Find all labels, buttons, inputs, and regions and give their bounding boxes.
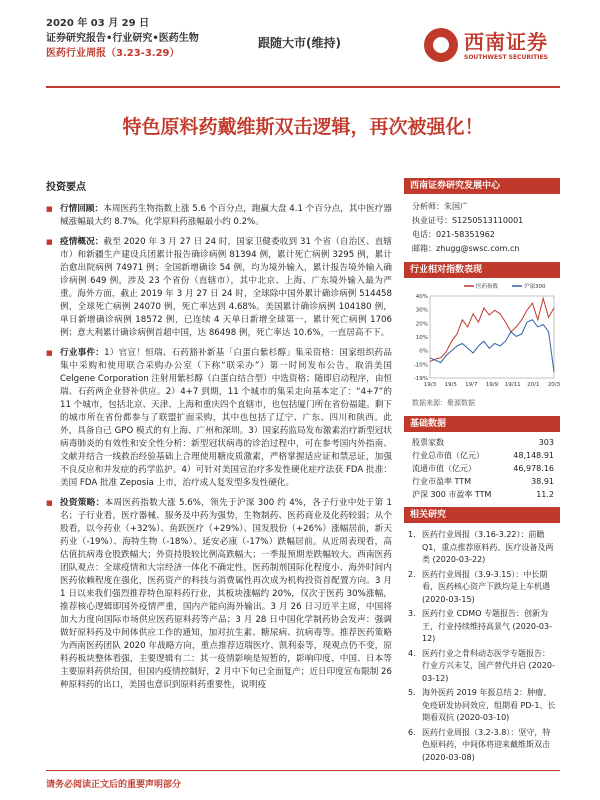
x-tick-label: 19/7	[465, 382, 478, 388]
plot-frame	[430, 296, 554, 378]
series-line-hs300	[430, 320, 554, 372]
report-category: 证券研究报告•行业研究•医药生物	[46, 33, 199, 44]
basics-row: 股票家数 303	[412, 438, 554, 447]
series-line-medicine	[430, 298, 554, 361]
logo-text-cn: 西南证券	[464, 30, 548, 54]
basics-row: 流通市值（亿元） 46,978.16	[412, 464, 554, 473]
bullet-epidemic: ■ 疫情概况：截至 2020 年 3 月 27 日 24 时，国家卫健委收到 31 个省（自治区、直辖市）和新疆生产建设兵团累计报告确诊病例 81394 例，累计死亡病例 3295 例，累计治愈出院病例 74971 例；全国新增确诊 54 例，均为境外输入，累计报告境外输入确诊病例 649 例，涉及 23 个省份（直辖市），其中北京、上海、广东境外输入最为严重。海外方面，截止 2019 年 3 月 27 日 24 时，全球除中国外累计确诊病例 514458 例，全球死亡病例 24070 例，死亡率达到 4.68%。美国累计确诊病例 104180 例，单日新增确诊病例 18572 例，已连续 4 天单日新增全球第一，累计死亡病例 1706 例；意大利累计确诊病例首超中国，达 86498 例，死亡率达 10.6%，一直居高不下。	[46, 236, 392, 340]
basics-row: 沪深 300 市盈率 TTM 11.2	[412, 490, 554, 499]
report-weekly: 医药行业周报（3.23-3.29）	[46, 48, 180, 59]
bullet-market-review: ■ 行情回顾：本周医药生物指数上涨 5.6 个百分点，跑赢大盘 4.1 个百分点，其中医疗器械涨幅最大约 8.7%。化学原料药涨幅最小约 0.2%。	[46, 203, 392, 229]
perf-chart-svg	[404, 278, 560, 396]
basics-table	[404, 432, 560, 507]
x-tick-label: 19/5	[444, 382, 457, 388]
y-tick-label: 20%	[415, 321, 428, 328]
legend-label: 医药指数	[476, 284, 499, 290]
report-date: 2020 年 03 月 29 日	[46, 18, 150, 29]
x-tick-label: 19/11	[504, 382, 521, 388]
chart-source: 数据来源：聚源数据	[412, 399, 475, 407]
related-item[interactable]: 3. 医药行业 CDMO 专题报告：创新为王，行业持续维持高景气 (2020-03-12)	[408, 609, 552, 643]
perf-chart-title: 行业相对指数表现	[404, 262, 560, 278]
bullet-strategy: ■ 投资策略：本周医药指数大涨 5.6%，领先于沪深 300 约 4%，各子行业中处于第 1 名；子行业看，医疗器械、服务及中药为强势，生物制药、医药商业及化药较弱；从个股看，以今药业（+32%）、鱼跃医疗（+29%）、国发股份（+26%）涨幅居前，新天药业（-19%）、海特生物（-18%）、延安必康（-17%）跌幅居前。从近周表现看，高估值抗病毒仓股跌幅大；外资持股较比例高跌幅大；一季报预期差跌幅较大。西南医药团队观点：全球疫情和大宗经济一体化不确定性，医药制剂国际化程度小、海外时间内医药依赖程度在强化，医药资产的科技与消费属性再次成为机构投资首配置方向。3 月 1 日以来我们强烈推荐特色原料药行业，其板块涨幅约 20%，仅次于医药 30%涨幅，推荐核心逻辑即国外疫情严重，国内产能向海外输出。3 月 26 日习近平主席，中国将加大力度向国际市场供应医药原料药等产品；3 月 28 日中国化学制药协会发声：强调做好原料药及中间体供应工作的通知，加对抗生素、糖尿病、抗病毒等。推荐医药策略为西南医药团队 2020 年战略方向，重点推荐迈瑞医疗、凯利泰等，现观点仍不变，原料药板块整体看强，主要逻辑有二：其一疫情影响是短暂的，影响印度、中国、日本等主要原料药供给国，但国内疫情控制好，2 月中下旬已全面复产；近日印度宣布限制 26 种原料药的出口，美国也意识到原料药重要性，说明疫	[46, 497, 392, 692]
perf-chart	[404, 278, 560, 396]
y-tick-label: 10%	[415, 335, 428, 341]
summary-heading: 投资要点	[46, 182, 86, 193]
legend-label: 沪深300	[524, 284, 546, 290]
analyst-name: 分析师：朱国广	[412, 202, 468, 211]
header-meta	[46, 16, 199, 61]
x-tick-label: 20/1	[527, 382, 540, 388]
related-list	[404, 523, 560, 764]
y-tick-label: -10%	[413, 362, 428, 369]
analyst-info	[404, 194, 560, 262]
basics-row: 行业市盈率 TTM 38.91	[412, 477, 554, 486]
basics-row: 行业总市值（亿元） 48,148.91	[412, 451, 554, 460]
basics-title: 基础数据	[404, 416, 560, 432]
related-item[interactable]: 1. 医药行业周报（3.16-3.22）：前瞻 Q1，重点推荐原料药、医疗设备及两类 (2020-03-22)	[408, 530, 554, 564]
summary-section	[46, 178, 392, 699]
company-logo	[424, 26, 560, 70]
sidebar	[404, 178, 560, 766]
x-tick-label: 19/9	[485, 382, 499, 388]
analyst-title: 西南证券研究发展中心	[404, 178, 560, 194]
analyst-license: 执业证号：S1250513110001	[412, 216, 524, 225]
analyst-phone: 电话：021-58351962	[412, 230, 495, 239]
header-divider	[46, 86, 560, 88]
x-tick-label: 19/3	[423, 382, 437, 388]
report-header	[46, 16, 560, 84]
analyst-email[interactable]: 邮箱：zhugg@swsc.com.cn	[412, 244, 520, 253]
y-tick-label: 40%	[415, 294, 428, 300]
related-item[interactable]: 4. 医药行业之骨科动态医学专题报告：行业方兴未艾，国产替代并启 (2020-03-12)	[408, 648, 555, 683]
rating: 跟随大市(维持)	[258, 36, 341, 50]
related-item[interactable]: 2. 医药行业周报（3.9-3.15）：中长期看，医药核心资产下跌均是上车机遇 (2020-03-15)	[408, 569, 550, 604]
x-tick-label: 20/3	[547, 382, 560, 388]
y-tick-label: 0%	[419, 348, 428, 355]
related-item[interactable]: 5. 海外医药 2019 年报总结 2：肿瘤、免疫研发协同效应，组期看 PD-1、长期看双抗 (2020-03-10)	[408, 688, 556, 722]
y-tick-label: 30%	[415, 307, 428, 314]
y-tick-label: -19%	[413, 376, 428, 382]
logo-icon	[424, 28, 458, 62]
footer-disclaimer: 请务必阅读正文后的重要声明部分	[46, 770, 560, 790]
bullet-industry-events: ■ 行业事件：1）官宣！恒瑞、石药豁补新基「白蛋白紫杉醇」集采资格：国家组织药品集中采购和使用联合采购办公室（下称“联采办”）第一时间发布公告，取消美国 Celgene Corporation 注射用紫杉醇（白蛋白结合型）中选资格；随即启动程序，由恒瑞、石药两企业替补供应。2）4+7 到期，11 个城市的集采走向基本定了：“4+7”的 11 个城市，包括北京、天津、上海和重庆四个直辖市，也包括厦门所在省份福建。剩下的城市所在省份都参与了联盟扩面采购，其中也包括了辽宁、广东、四川和陕西。此外，具备自己 GPO 模式的有上海、广州和深圳。3）国家药监局发布激素治疗新型冠状病毒肺炎的有效性和安全性分析：新型冠状病毒的诊治过程中，可在参考国内外指南、文献并结合一线救治经验基础上合理使用糖皮质激素，严格掌握适应证和禁忌证，加强不良反应和并发症的药学监护。4）可针对美国宣治疗多发性硬化症疗法获 FDA 批准：美国 FDA 批准 Zeposia 上市，治疗成人复发型多发性硬化。	[46, 347, 392, 490]
related-item[interactable]: 6. 医药行业周报（3.2-3.8）：坚守，特色原料药，中间体将迎来戴维斯双击 (2020-03-08)	[408, 727, 551, 762]
logo-text-en: SOUTHWEST SECURITIES	[464, 54, 548, 61]
related-title: 相关研究	[404, 507, 560, 523]
report-title: 特色原料药戴维斯双击逻辑，再次被强化！	[122, 116, 484, 138]
